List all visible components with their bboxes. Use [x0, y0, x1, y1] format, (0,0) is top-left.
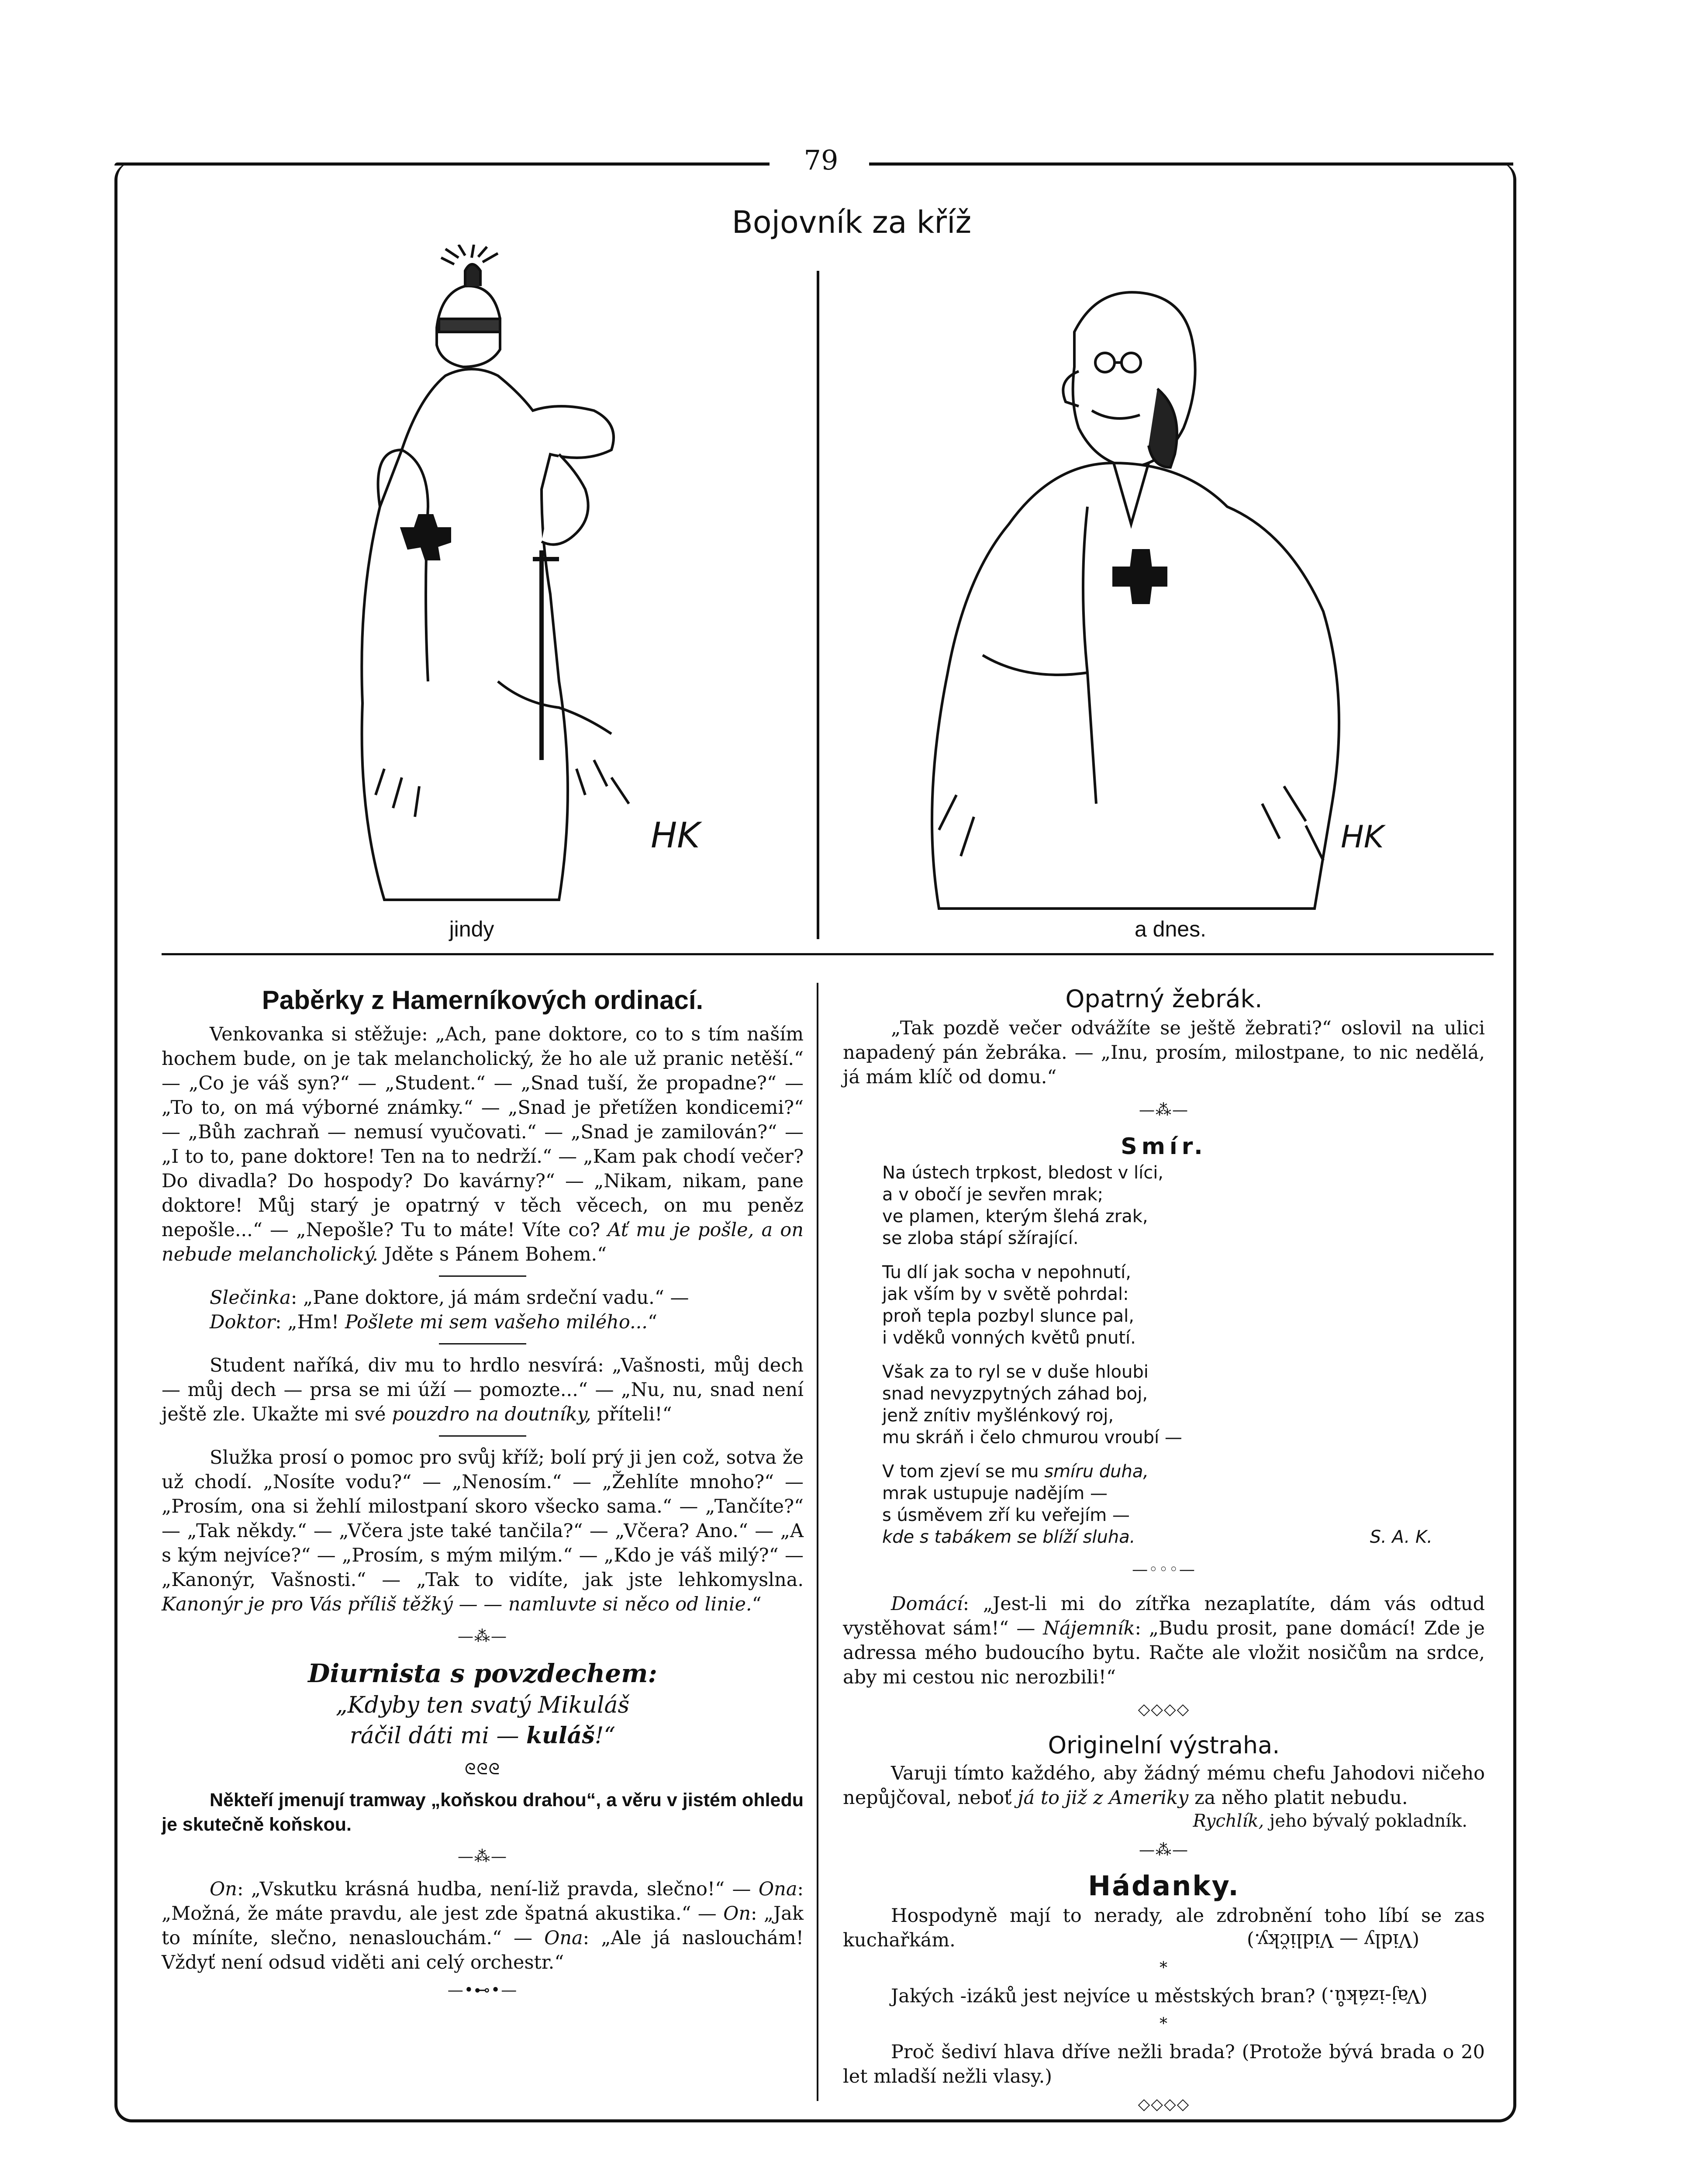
domaci-line-2: : „Budu prosit, pane domácí! Zde je adressa mého budoucího bytu. Račte ale vložit nosičům na srdce, aby mi cestou nic nerozbili!“	[843, 1617, 1485, 1688]
riddle-3: Proč šediví hlava dříve nežli brada? (Protože bývá brada o 20 let mladší nežli vlasy.)	[843, 2041, 1485, 2087]
ornament: —⁂—	[458, 1848, 507, 1866]
paberky-heading: Paběrky z Hamerníkových ordinací.	[262, 985, 704, 1015]
vystraha-text	[843, 1761, 1485, 1810]
vystraha-heading: Originelní výstraha.	[1048, 1731, 1280, 1759]
ornament: ◇◇◇◇	[1138, 1700, 1190, 1718]
domaci-line-1: : „Jest-li mi do zítřka nezaplatíte, dám vás odtud vystěhovat sám!“ —	[843, 1593, 1485, 1639]
vystraha-italic: já to již z Ameriky	[1018, 1787, 1189, 1809]
smir-stanza-3	[882, 1361, 1485, 1448]
smir-stanza-2	[882, 1261, 1485, 1349]
paberky-paragraph-3	[162, 1353, 804, 1427]
star-separator: *	[1160, 1959, 1168, 1977]
riddle-1	[843, 1904, 1485, 1952]
short-rule	[439, 1343, 526, 1344]
doktor-line: : „Hm!	[275, 1311, 339, 1333]
verse-line: a v obočí je sevřen mrak;	[882, 1185, 1104, 1205]
speaker-on: On	[723, 1903, 751, 1925]
ornament: ᘓᘓᘓ	[464, 1760, 501, 1778]
riddle-1-answer: (Vidly — Vidličky.)	[1247, 1929, 1419, 1951]
opatrny-text: „Tak pozdě večer odvážíte se ještě žebrati?“ oslovil na ulici napadený pán žebráka. — „Inu, prosím, milostpane, to nic nedělá, já mám klíč od domu.“	[843, 1017, 1485, 1088]
verse-line: Na ústech trpkost, bledost v líci,	[882, 1163, 1164, 1183]
verse-line-italic: kde s tabákem se blíží sluha.	[882, 1527, 1135, 1547]
paberky-p1-end: Jděte s Pánem Bohem.“	[384, 1244, 607, 1265]
speaker-ona: Ona	[544, 1927, 583, 1949]
verse-line: i vděků vonných květů pnutí.	[882, 1328, 1136, 1348]
paberky-p4-italic: Kanonýr je pro Vás příliš těžký — — namluvte si něco od linie.	[162, 1593, 752, 1615]
diurnista-line-2	[162, 1721, 804, 1751]
ona-line-1: : „Možná, že máte pravdu, ale jest zde špatná akustika.“ —	[162, 1878, 804, 1925]
paberky-p1-italic: Ať mu je pošle, a on nebude melancholický.	[162, 1219, 804, 1265]
concert-dialog	[162, 1877, 804, 1975]
verse-line-italic: smíru duha,	[1044, 1462, 1149, 1482]
verse-line: Tu dlí jak socha v nepohnutí,	[882, 1262, 1131, 1282]
paberky-p3-text: Student naříká, div mu to hrdlo nesvírá: „Vašnosti, můj dech — můj dech — prsa se mi úží — pomozte...“ — „Nu, nu, snad není ještě zle. Ukažte mi své	[162, 1355, 804, 1425]
riddle-2-question: Jakých -izáků jest nejvíce u městských bran?	[891, 1985, 1315, 2007]
verse-line: Však za to ryl se v duše hloubi	[882, 1362, 1149, 1382]
verse-line: snad nevyzpytných záhad boj,	[882, 1384, 1148, 1404]
opatrny-heading: Opatrný žebrák.	[1065, 985, 1263, 1013]
smir-stanza-4	[882, 1461, 1485, 1548]
riddle-2-answer: (Vaj-izáků.)	[1321, 1985, 1428, 2007]
paberky-paragraph-4	[162, 1445, 804, 1617]
paberky-p4-end: “	[752, 1593, 762, 1615]
dialog-slecinka	[162, 1286, 804, 1310]
speaker-domaci: Domácí	[891, 1593, 963, 1615]
poem-signature: S. A. K.	[1370, 1527, 1432, 1547]
paberky-p1-text: Venkovanka si stěžuje: „Ach, pane doktore, co to s tím naším hochem bude, on je tak melancholický, že ho ale už pranic netěší.“ — „Co je váš syn?“ — „Student.“ — „Snad tuší, že propadne?“ — „To to, on má výborné známky.“ — „Snad je přetížen kondicemi?“ — „Bůh zachraň — nemusí vyučovati.“ — „Snad je zamilován?“ — „I to to, pane doktore! Ten na to nedrží.“ — „Kam pak chodí večer? Do divadla? Do hospody? Do kavárny?“ — „Nikam, nikam, pane doktore! Můj starý je opatrný v těch věcech, on mu peněz nepošle...“ — „Nepošle? Tu to máte! Víte co?	[162, 1023, 804, 1241]
speaker-doktor: Doktor	[210, 1311, 276, 1333]
paberky-p3-end: příteli!“	[597, 1403, 672, 1425]
left-column	[162, 983, 804, 2006]
ornament: —⁂—	[1139, 1841, 1189, 1859]
verse-line: s úsměvem zří ku veřejím —	[882, 1505, 1130, 1525]
left-cartoon-caption: jindy	[449, 917, 494, 941]
short-rule	[439, 1275, 526, 1277]
short-rule	[439, 1435, 526, 1437]
speaker-on: On	[210, 1878, 237, 1900]
verse-line: ve plamen, kterým šlehá zrak,	[882, 1206, 1148, 1227]
speaker-slecinka: Slečinka	[210, 1287, 291, 1309]
riddle-1-question: Hospodyně mají to nerady, ale zdrobnění toho líbí se zas kuchařkám.	[843, 1905, 1485, 1951]
diurnista-line-1: „Kdyby ten svatý Mikuláš	[335, 1692, 630, 1718]
riddle-2	[843, 1984, 1485, 2008]
ornament: —⁂—	[1139, 1101, 1189, 1119]
right-column	[843, 983, 1485, 2120]
vystraha-text-a: Varuji tímto každého, aby žádný mému chefu Jahodovi ničeho nepůjčoval, neboť	[843, 1762, 1485, 1809]
frame-top-rule-right	[869, 162, 1513, 166]
gentleman-illustration	[869, 280, 1446, 917]
verse-line: jenž znítiv myšlénkový roj,	[882, 1406, 1114, 1426]
diurnista-heading: Diurnista s povzdechem:	[308, 1659, 657, 1688]
verse-line	[882, 1526, 1485, 1548]
text-column-divider	[817, 983, 818, 2101]
verse-line: mu skráň i čelo chmurou vroubí —	[882, 1427, 1182, 1448]
page-number: 79	[804, 144, 839, 176]
speaker-najemnik: Nájemník	[1043, 1617, 1135, 1639]
ornament: —⁂—	[458, 1628, 507, 1645]
verse-line-text: V tom zjeví se mu	[882, 1462, 1039, 1482]
domaci-paragraph	[843, 1592, 1485, 1690]
svg-text:HK: HK	[651, 815, 700, 856]
ona-line-2: : „Ale já naslouchám! Vždyť není odsud viděti ani celý orchestr.“	[162, 1927, 804, 1973]
verse-line: jak vším by v světě pohrdal:	[882, 1284, 1129, 1304]
ornament: —◦◦◦—	[1132, 1561, 1196, 1579]
vystraha-sig-rest: jeho bývalý pokladník.	[1269, 1811, 1467, 1831]
smir-heading: Smír.	[1121, 1133, 1207, 1160]
verse-line: proň tepla pozbyl slunce pal,	[882, 1306, 1134, 1326]
page-title: Bojovník za kříž	[732, 204, 972, 240]
diurnista-line-2-bold: kuláš	[526, 1722, 595, 1749]
smir-poem	[843, 1162, 1485, 1548]
dialog-doktor	[162, 1310, 804, 1334]
ornament: —•⊷•—	[447, 1981, 518, 1999]
vystraha-signature	[843, 1810, 1467, 1832]
verse-line: mrak ustupuje nadějím —	[882, 1483, 1108, 1503]
paberky-p4-text: Služka prosí o pomoc pro svůj kříž; bolí prý ji jen což, sotva že už chodí. „Nosíte vodu?“ — „Nenosím.“ — „Žehlíte mnoho?“ — „Prosím, ona si žehlí milostpaní skoro všecko sama.“ — „Tančíte?“ — „Tak někdy.“ — „Včera jste také tančila?“ — „Včera? Ano.“ — „A s kým nejvíce?“ — „Prosím, s mým milým.“ — „Kdo je váš milý?“ — „Kanonýr, Vašnosti.“ — „Tak to vidíte, jak jste lehkomyslna.	[162, 1447, 804, 1591]
knight-illustration	[314, 245, 716, 926]
paberky-p3-italic: pouzdro na doutníky,	[392, 1403, 591, 1425]
slecinka-line: : „Pane doktore, já mám srdeční vadu.“ —	[290, 1287, 689, 1309]
on-line-1: : „Vskutku krásná hudba, není-liž pravda, slečno!“ —	[237, 1878, 751, 1900]
speaker-ona: Ona	[758, 1878, 797, 1900]
diurnista-line-2-end: !“	[594, 1723, 616, 1749]
diurnista-line-2-text: ráčil dáti mi —	[349, 1723, 519, 1749]
right-cartoon-caption: a dnes.	[1134, 917, 1206, 941]
doktor-end: “	[647, 1311, 657, 1333]
on-line-2: : „Jak to míníte, slečno, nenaslouchám.“ —	[162, 1903, 804, 1949]
smir-stanza-1	[882, 1162, 1485, 1249]
cartoon-divider	[817, 271, 819, 939]
ornament: ◇◇◇◇	[1138, 2095, 1190, 2113]
frame-top-rule-left	[114, 162, 770, 166]
tramway-paragraph: Někteří jmenují tramway „koňskou drahou“, a věru v jistém ohledu je skutečně koňskou.	[162, 1790, 804, 1835]
star-separator: *	[1160, 2015, 1168, 2033]
paberky-paragraph-1	[162, 1022, 804, 1267]
vystraha-text-b: za něho platit nebudu.	[1194, 1787, 1408, 1809]
doktor-italic: Pošlete mi sem vašeho milého...	[345, 1311, 648, 1333]
vystraha-sig-name: Rychlík,	[1193, 1811, 1264, 1831]
hadanky-heading: Hádanky.	[1088, 1870, 1240, 1902]
verse-line: se zloba stápí sžírající.	[882, 1228, 1079, 1248]
svg-text:HK: HK	[1341, 819, 1384, 855]
verse-line	[882, 1461, 1485, 1482]
section-separator	[162, 953, 1494, 955]
